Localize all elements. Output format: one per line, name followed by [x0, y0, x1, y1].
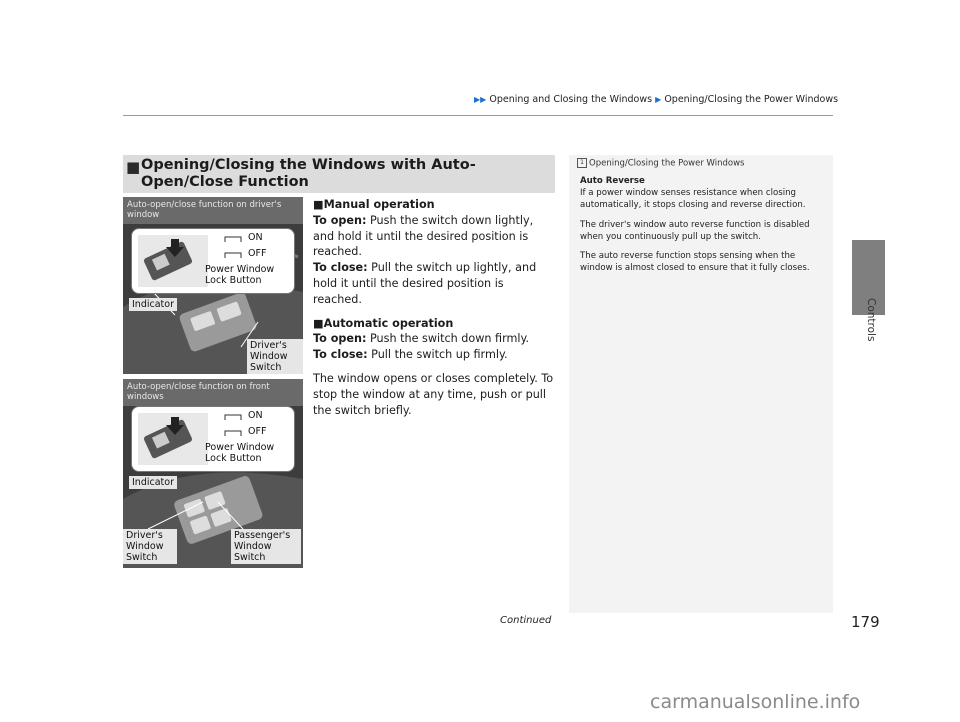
note-heading: Auto Reverse — [580, 176, 645, 186]
watermark: carmanualsonline.info — [650, 691, 861, 713]
lock-button-label: Power Window Lock Button — [205, 264, 275, 286]
section-header — [123, 155, 555, 193]
lock-button-callout — [131, 406, 295, 472]
auto-open-instruction: To open: Push the switch down firmly. — [313, 332, 530, 346]
section-marker-icon: ■ — [126, 158, 141, 176]
breadcrumb-item-2[interactable]: Opening/Closing the Power Windows — [664, 94, 839, 105]
automatic-operation-heading: ■Automatic operation — [313, 316, 454, 330]
on-label: ON — [248, 410, 263, 421]
lock-button-callout — [131, 228, 295, 294]
note-reference-icon: 1 — [577, 158, 587, 168]
note-title: 1 Opening/Closing the Power Windows — [577, 158, 744, 169]
lock-button-icon — [138, 235, 208, 287]
header-divider — [123, 115, 833, 116]
indicator-label: Indicator — [129, 476, 177, 489]
note-paragraph: The driver's window auto reverse function is disabled when you continuously pull up the switch. — [580, 219, 810, 242]
lock-button-icon — [138, 413, 208, 465]
off-label: OFF — [248, 426, 267, 437]
manual-operation-heading: ■Manual operation — [313, 198, 435, 211]
body-text — [313, 197, 556, 418]
switch-off-icon — [224, 251, 242, 259]
chapter-tab-label: Controls — [865, 298, 877, 342]
figure-front-windows — [123, 379, 303, 568]
breadcrumb-item-1[interactable]: Opening and Closing the Windows — [489, 94, 653, 105]
figure-driver-window — [123, 197, 303, 374]
figure-caption: Auto-open/close function on front windows — [123, 379, 303, 406]
breadcrumb — [474, 94, 838, 105]
on-label: ON — [248, 232, 263, 243]
note-paragraph: If a power window senses resistance when closing automatically, it stops closing and reverse direction. — [580, 188, 806, 211]
auto-close-instruction: To close: Pull the switch up firmly. — [313, 348, 508, 362]
driver-switch-label: Driver's Window Switch — [123, 529, 177, 564]
figure-caption: Auto-open/close function on driver's window — [123, 197, 303, 224]
manual-close-instruction: To close: Pull the switch up lightly, and hold it until the desired position is reached. — [313, 261, 537, 306]
passenger-switch-label: Passenger's Window Switch — [231, 529, 301, 564]
note-body — [580, 175, 825, 281]
note-paragraph: The auto reverse function stops sensing when the window is almost closed to ensure that it fully closes. — [580, 251, 810, 274]
driver-switch-label: Driver's Window Switch — [247, 339, 303, 374]
breadcrumb-arrow-icon: ▶ — [655, 95, 662, 104]
breadcrumb-arrow-icon: ▶▶ — [474, 95, 487, 104]
lock-button-label: Power Window Lock Button — [205, 442, 275, 464]
off-label: OFF — [248, 248, 267, 259]
section-title: Opening/Closing the Windows with Auto-Open/Close Function — [141, 157, 476, 190]
manual-open-instruction: To open: Push the switch down lightly, and hold it until the desired position is reached. — [313, 213, 534, 259]
page-number: 179 — [851, 613, 880, 631]
continued-label: Continued — [500, 615, 552, 626]
switch-on-icon — [224, 413, 242, 421]
switch-off-icon — [224, 429, 242, 437]
indicator-label: Indicator — [129, 298, 177, 311]
body-paragraph: The window opens or closes completely. To stop the window at any time, push or pull the switch briefly. — [313, 371, 554, 417]
switch-on-icon — [224, 235, 242, 243]
